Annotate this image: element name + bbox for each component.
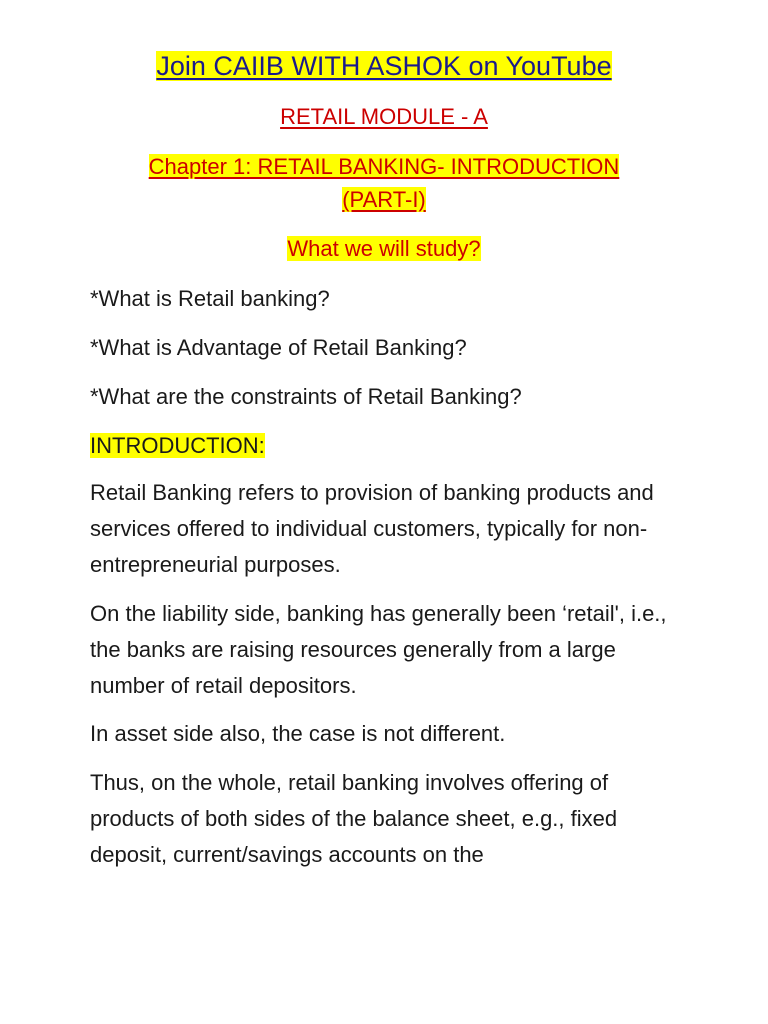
study-heading <box>90 234 678 264</box>
introduction-heading <box>90 431 678 461</box>
study-question: *What is Advantage of Retail Banking? <box>90 335 467 360</box>
study-question: *What are the constraints of Retail Banking? <box>90 384 522 409</box>
promo-title-text: Join CAIIB WITH ASHOK on YouTube <box>156 51 612 81</box>
study-heading-text: What we will study? <box>287 236 481 261</box>
body-paragraph: On the liability side, banking has generally been ‘retail', i.e., the banks are raising resources generally from a large number of retail depositors. <box>90 601 667 698</box>
introduction-heading-text: INTRODUCTION: <box>90 433 265 458</box>
promo-title <box>90 48 678 84</box>
body-paragraph: Retail Banking refers to provision of banking products and services offered to individual customers, typically for non-entrepreneurial purposes. <box>90 480 654 577</box>
chapter-heading-text: Chapter 1: RETAIL BANKING- INTRODUCTION (PART-I) <box>148 154 620 212</box>
body-paragraph: In asset side also, the case is not different. <box>90 721 506 746</box>
module-heading <box>90 102 678 132</box>
study-question: *What is Retail banking? <box>90 286 330 311</box>
chapter-heading <box>114 150 654 216</box>
body-paragraph: Thus, on the whole, retail banking involves offering of products of both sides of the balance sheet, e.g., fixed deposit, current/savings accounts on the <box>90 770 618 867</box>
module-heading-text: RETAIL MODULE - A <box>280 104 488 129</box>
